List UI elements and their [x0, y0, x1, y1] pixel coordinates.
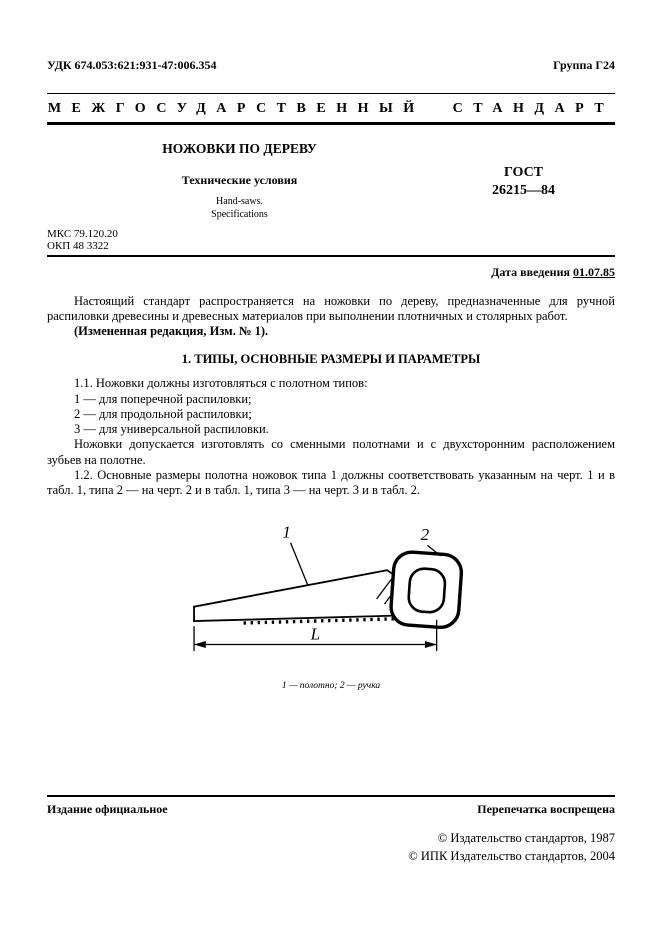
copyright-block [47, 829, 615, 865]
mks-code: МКС 79.120.20 [47, 228, 118, 240]
scope-paragraph: Настоящий стандарт распространяется на ножовки по дереву, предназначенные для ручной распиловки древесины и древесных материалов при выполнении плотничных и столярных работ. [47, 293, 615, 323]
saw-handle [390, 551, 463, 629]
effective-date-value: 01.07.85 [573, 264, 615, 279]
clause-1-1: 1.1. Ножовки должны изготовляться с полотном типов: [74, 376, 368, 391]
official-edition-notice: Издание официальное [47, 802, 168, 816]
document-title: НОЖОВКИ ПО ДЕРЕВУ [162, 141, 317, 156]
dimension-arrow-left [194, 641, 206, 648]
section-1-heading: 1. ТИПЫ, ОСНОВНЫЕ РАЗМЕРЫ И ПАРАМЕТРЫ [181, 352, 481, 367]
blade-type-1: 1 — для поперечной распиловки; [74, 391, 252, 406]
title-column [47, 141, 432, 253]
effective-date [47, 265, 615, 280]
callout-line-1 [291, 543, 308, 585]
group-code: Группа Г24 [553, 58, 615, 72]
footer-notices [47, 802, 615, 817]
divider-top [47, 93, 615, 94]
gost-label: ГОСТ [503, 165, 544, 180]
copyright-2004: © ИПК Издательство стандартов, 2004 [408, 849, 615, 864]
dimension-arrow-right [425, 641, 437, 648]
gost-number: 26215—84 [492, 182, 555, 198]
document-subtitle: Технические условия [181, 173, 298, 187]
figure-dimension-label: L [310, 624, 321, 644]
clause-1-2: 1.2. Основные размеры полотна ножовок типа 1 должны соответствовать указанным на черт. 1 и в табл. 1, типа 2 — на черт. 2 и в табл. 1, типа 3 — на черт. 3 и в табл. 2. [47, 467, 615, 498]
blade-type-3: 3 — для универсальной распиловки. [74, 422, 269, 437]
figure-callout-2: 2 [420, 525, 430, 545]
top-reference-row [47, 58, 615, 73]
subtitle-english: Specifications [211, 208, 268, 220]
divider-footer [47, 795, 615, 797]
interchangeable-blades-note: Ножовки допускается изготовлять со сменными полотнами и с двухсторонним расположением зубьев на полотне. [47, 437, 615, 467]
okp-code: ОКП 48 3322 [47, 240, 109, 253]
figure-1 [47, 518, 615, 691]
title-block [47, 141, 615, 253]
divider-title [47, 255, 615, 257]
effective-date-label: Дата введения [491, 264, 570, 279]
english-title-block [47, 196, 432, 221]
figure-caption: 1 — полотно; 2 — ручка [281, 681, 381, 692]
saw-handle-group [390, 551, 463, 629]
copyright-1987: © Издательство стандартов, 1987 [437, 831, 615, 845]
page-content [47, 58, 615, 691]
amendment-note: (Измененная редакция, Изм. № 1). [74, 324, 269, 339]
gost-designation [432, 164, 615, 253]
page-footer [47, 795, 615, 865]
udk-code: УДК 674.053:621:931-47:006.354 [47, 58, 217, 72]
standard-type-heading: МЕЖГОСУДАРСТВЕННЫЙ СТАНДАРТ [47, 101, 615, 116]
figure-callout-1: 1 [282, 522, 291, 542]
title-english: Hand-saws. [216, 196, 263, 207]
blade-type-2: 2 — для продольной распиловки; [74, 406, 252, 421]
divider-heading [47, 122, 615, 125]
classification-codes [47, 228, 432, 253]
reprint-notice: Перепечатка воспрещена [477, 802, 615, 816]
saw-drawing [181, 518, 481, 668]
